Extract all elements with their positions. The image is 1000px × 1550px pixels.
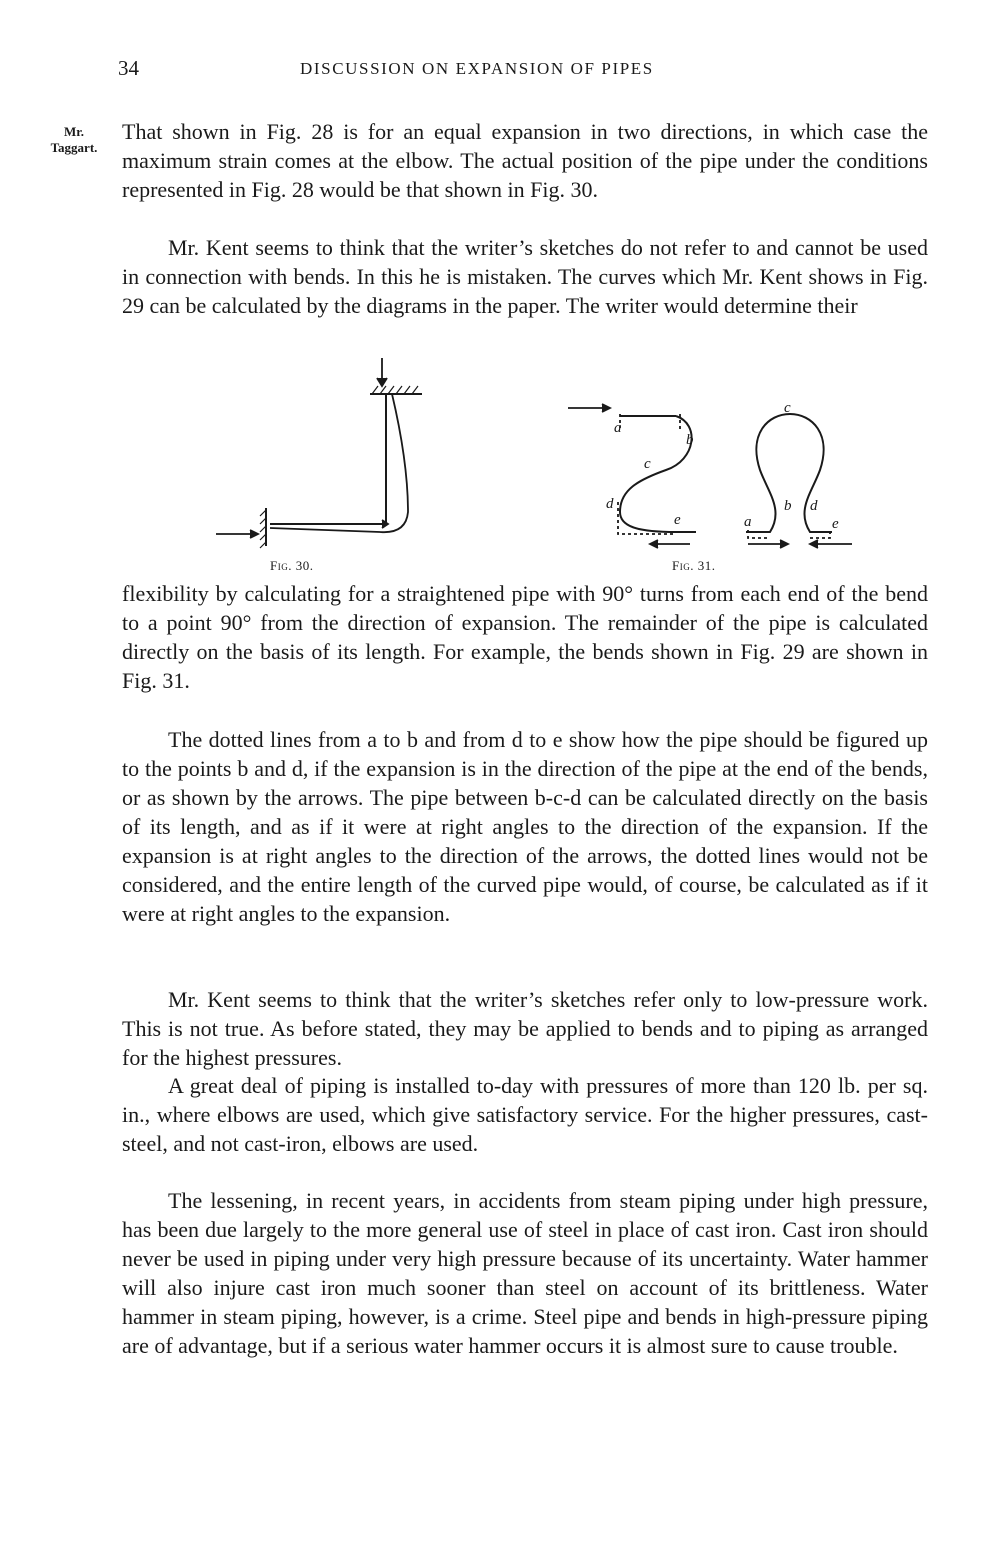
label-c-right: c bbox=[784, 400, 791, 416]
label-a-right: a bbox=[744, 514, 752, 530]
label-e-right: e bbox=[832, 516, 839, 532]
label-b-left: b bbox=[686, 432, 694, 448]
pipe-diagrams bbox=[200, 352, 880, 584]
paragraph-3: flexibility by calculating for a straightened pipe with 90° turns from each end of the bend to a point 90° from the direction of expansion. The remainder of the pipe is calculated directly on the basis of its length. For example, the bends shown in Fig. 29 are shown in Fig. 31. bbox=[122, 581, 928, 693]
paragraph-1: That shown in Fig. 28 is for an equal expansion in two directions, in which case the maximum strain comes at the elbow. The actual position of the pipe under the conditions represented in Fig. 28 would be that shown in Fig. 30. bbox=[122, 119, 928, 202]
fig30-drawing bbox=[216, 358, 422, 548]
fig31-caption: Fig. 31. bbox=[672, 558, 716, 573]
paragraph-7: The lessening, in recent years, in accidents from steam piping under high pressure, has been due largely to the more general use of steel in place of cast iron. Cast iron should never be used in piping under very high pressure because of its uncertainty. Water hammer will also injure cast iron much sooner than steel on account of its brittleness. Water hammer in steam piping, however, is a crime. Steel pipe and bends in high-pressure piping are of advantage, but if a serious water hammer occurs it is almost sure to cause trouble. bbox=[122, 1188, 928, 1358]
label-e-left: e bbox=[674, 512, 681, 528]
paragraph-6: A great deal of piping is installed to-day with pressures of more than 120 lb. per sq. in., where elbows are used, which give satisfactory service. For the higher pressures, cast-steel, and not cast-iron, elbows are used. bbox=[122, 1073, 928, 1156]
paragraph-5: Mr. Kent seems to think that the writer’s sketches refer only to low-pressure work. This is not true. As before stated, they may be applied to bends and to piping as arranged for the highest pressures. bbox=[122, 987, 928, 1070]
speaker-title: Mr. bbox=[63, 124, 85, 139]
label-b-right: b bbox=[784, 498, 792, 514]
page-number: 34 bbox=[118, 56, 139, 80]
label-a-left: a bbox=[614, 420, 622, 436]
label-c-left: c bbox=[644, 456, 651, 472]
figures-30-31 bbox=[200, 352, 880, 584]
speaker-margin-note bbox=[30, 124, 118, 156]
label-d-right: d bbox=[810, 498, 818, 514]
paragraph-4: The dotted lines from a to b and from d to e show how the pipe should be figured up to the points b and d, if the expansion is in the direction of the pipe at the end of the bends, or as shown by the arrows. The pipe between b-c-d can be calculated directly on the basis of its length, and as if it were at right angles to the direction of the expansion. If the expansion is at right angles to the direction of the arrows, the dotted lines would not be considered, and the entire length of the curved pipe would, of course, be calculated as if it were at right angles to the expansion. bbox=[122, 727, 928, 926]
page-header bbox=[0, 56, 1000, 90]
speaker-name: Taggart. bbox=[50, 140, 98, 155]
label-d-left: d bbox=[606, 496, 614, 512]
running-head: DISCUSSION ON EXPANSION OF PIPES bbox=[300, 59, 654, 78]
paragraph-2: Mr. Kent seems to think that the writer’s sketches do not refer to and cannot be used in connection with bends. In this he is mistaken. The curves which Mr. Kent shows in Fig. 29 can be calculated by the diagrams in the paper. The writer would determine their bbox=[122, 235, 928, 318]
fig30-caption: Fig. 30. bbox=[270, 558, 314, 573]
